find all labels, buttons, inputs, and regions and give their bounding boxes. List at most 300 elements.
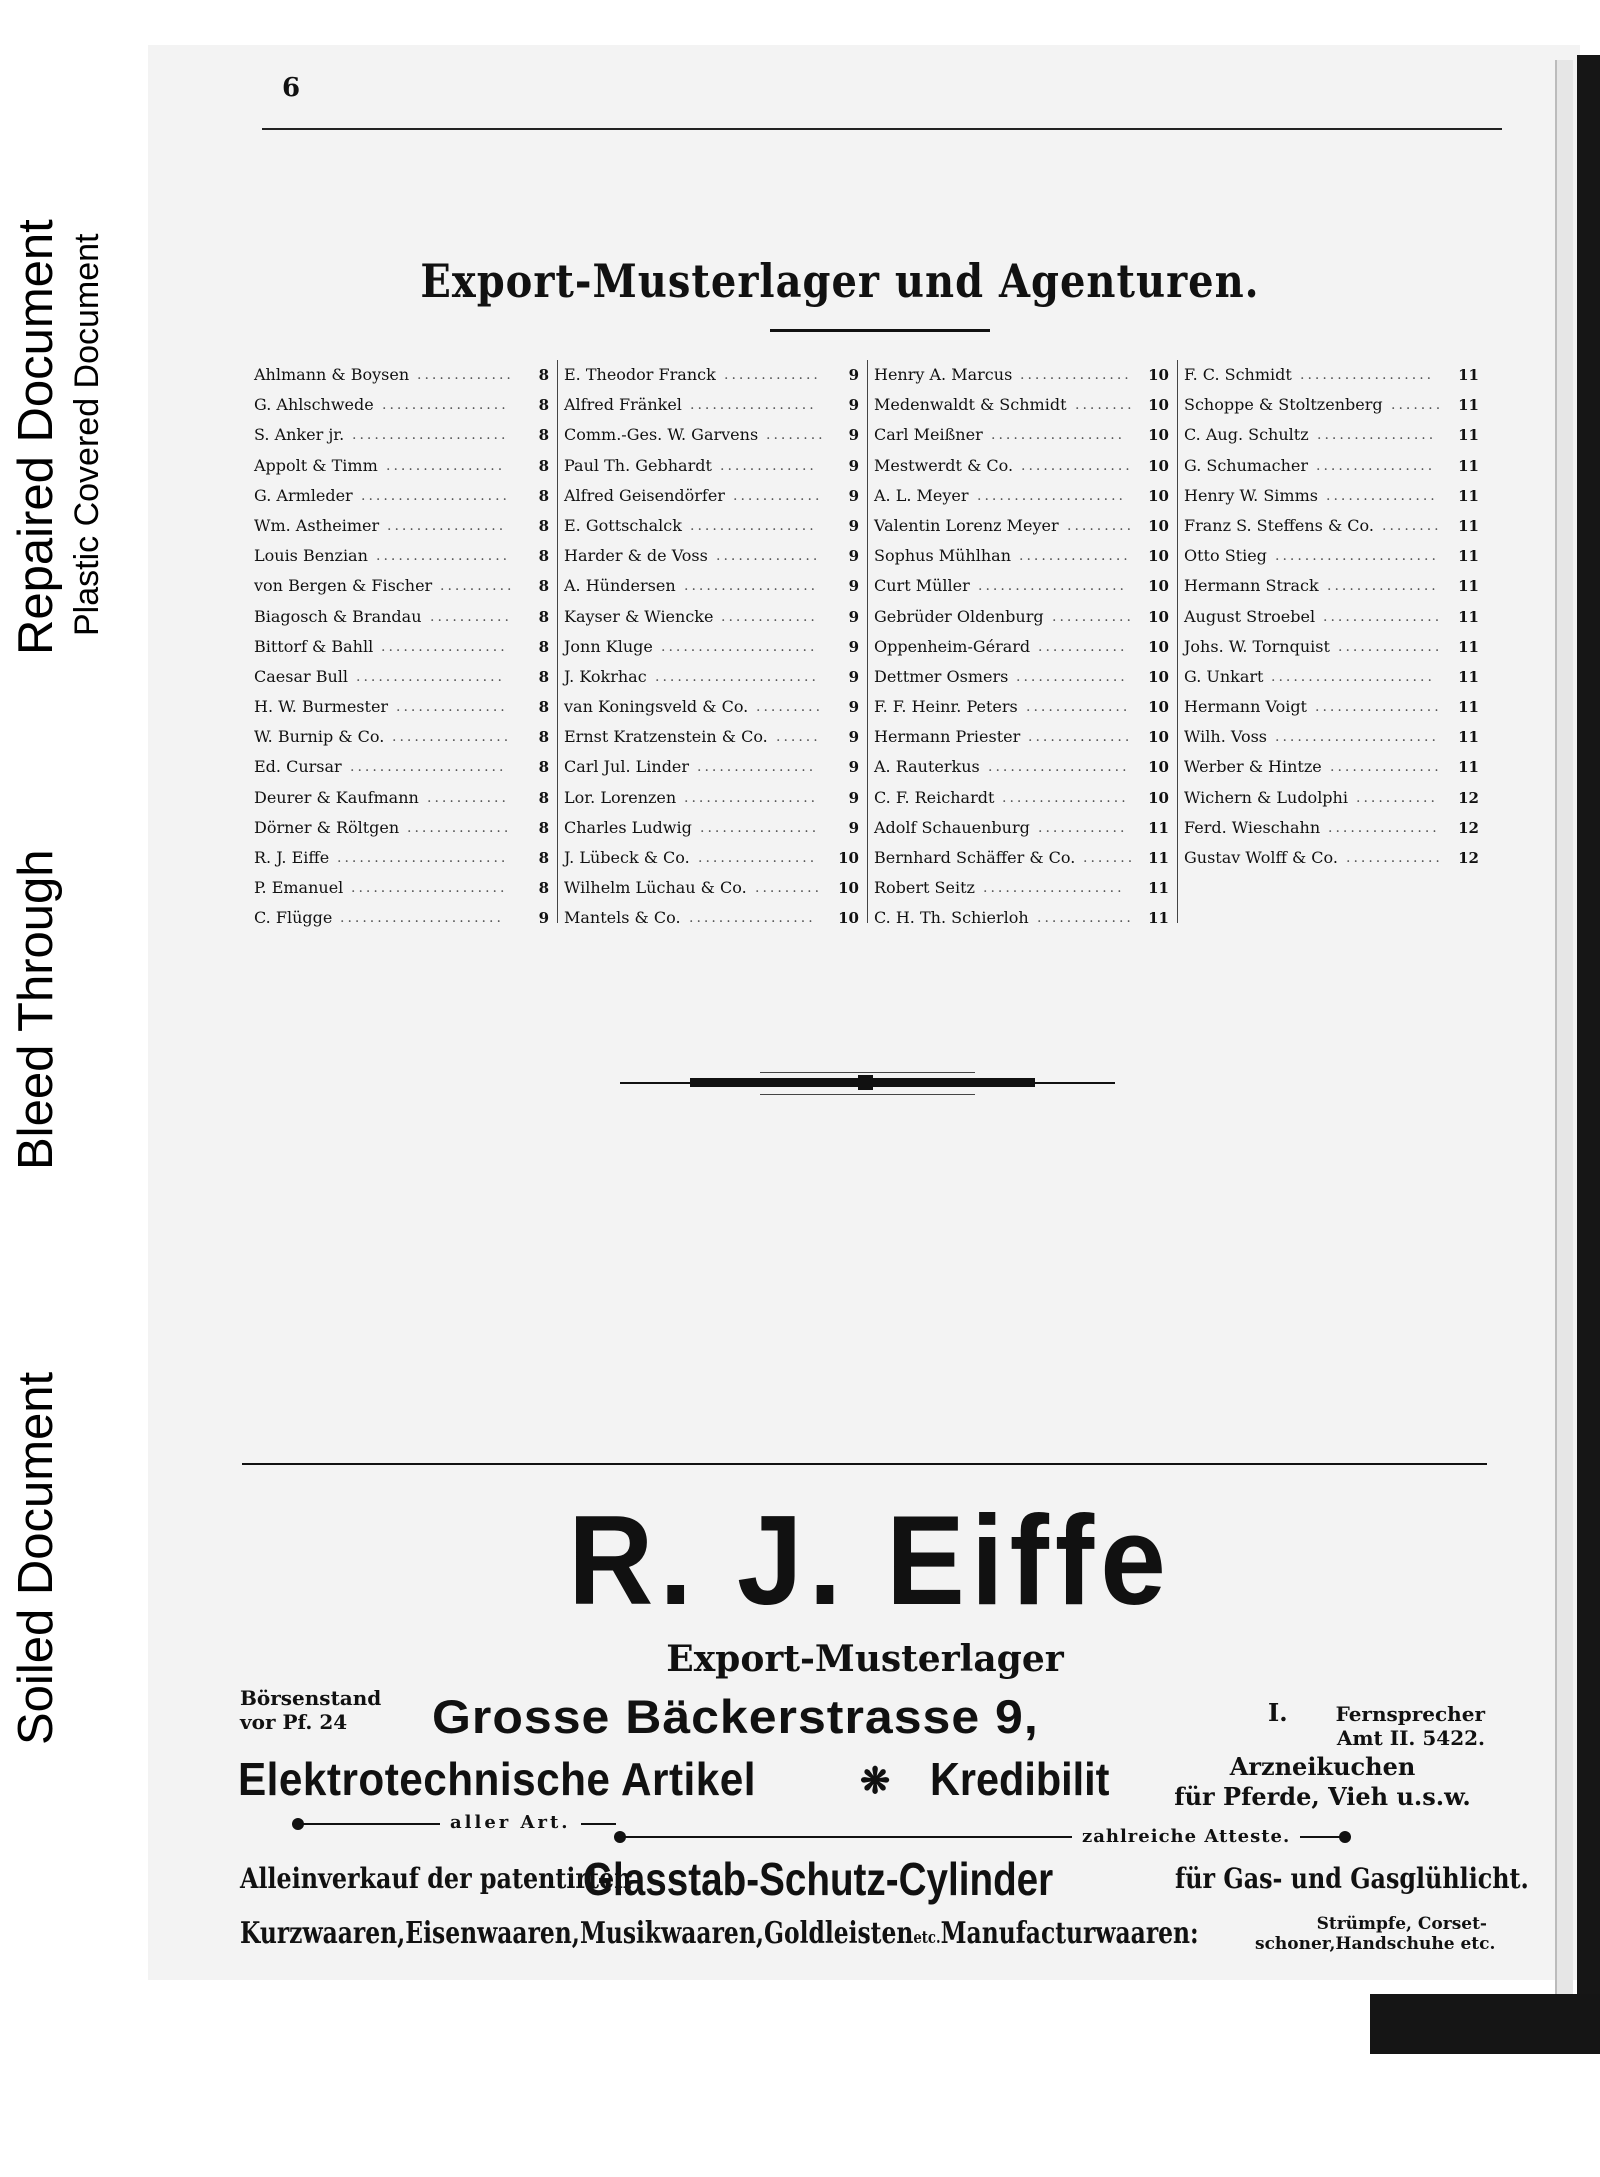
- leader-dots: ................: [387, 517, 507, 534]
- entry-page: 11: [1458, 456, 1479, 475]
- entry-page: 11: [1458, 396, 1479, 415]
- entry-page: 9: [848, 516, 859, 535]
- entry-name: van Koningsveld & Co.: [564, 697, 749, 717]
- entry-name: Dettmer Osmers: [874, 666, 1009, 686]
- column-divider: [867, 360, 868, 923]
- leader-dots: .....................: [350, 759, 507, 776]
- index-entry: [870, 722, 1175, 752]
- entry-page: 10: [1148, 396, 1169, 415]
- entry-page: 11: [1148, 849, 1169, 867]
- entry-name: Curt Müller: [874, 576, 970, 596]
- ad-floor: I.: [1268, 1698, 1288, 1727]
- leader-dots: .................: [690, 397, 817, 414]
- entry-name: E. Theodor Franck: [564, 365, 716, 384]
- index-entry: [560, 813, 865, 843]
- entry-name: Wilhelm Lüchau & Co.: [564, 878, 747, 898]
- index-entry: [1180, 511, 1485, 541]
- entry-page: 9: [848, 486, 859, 505]
- leader-dots: ..................: [684, 578, 819, 595]
- ad-kurz-text: Kurzwaaren,Eisenwaaren,Musikwaaren,Goldleisten: [240, 1916, 914, 1951]
- ad-manufactur: Manufacturwaaren:: [940, 1916, 1199, 1951]
- entry-name: P. Emanuel: [254, 878, 344, 898]
- entry-page: 11: [1148, 879, 1169, 898]
- company-index: [250, 360, 1500, 928]
- index-entry: [250, 481, 555, 511]
- entry-page: 9: [848, 607, 859, 626]
- index-entry: [250, 541, 555, 571]
- header-rule: [262, 128, 1502, 130]
- entry-name: Hermann Priester: [874, 727, 1021, 747]
- entry-name: Hermann Voigt: [1184, 697, 1307, 717]
- entry-name: H. W. Burmester: [254, 697, 389, 717]
- entry-page: 10: [1148, 637, 1169, 656]
- entry-name: Carl Jul. Linder: [564, 757, 690, 777]
- index-entry: [250, 752, 555, 782]
- leader-dots: ............: [733, 487, 823, 504]
- entry-name: Wm. Astheimer: [254, 515, 380, 535]
- ad-phone-line1: Fernsprecher: [1335, 1702, 1485, 1726]
- leader-dots: ....................: [978, 578, 1128, 595]
- leader-dots: ...............: [1326, 487, 1438, 504]
- index-column-4: [1180, 360, 1485, 925]
- leader-dots: .................: [1315, 699, 1442, 716]
- ad-phone: [1325, 1702, 1485, 1750]
- entry-page: 11: [1458, 607, 1479, 626]
- index-entry: [1180, 451, 1485, 481]
- index-entry: [250, 783, 555, 813]
- entry-page: 11: [1458, 667, 1479, 686]
- entry-name: Deurer & Kaufmann: [254, 787, 419, 807]
- leader-dots: ................: [1317, 427, 1437, 444]
- index-entry: [870, 783, 1175, 813]
- side-label-bleed: Bleed Through: [9, 849, 63, 1170]
- ad-arznei-line2: für Pferde, Vieh u.s.w.: [1174, 1782, 1471, 1811]
- entry-name: Werber & Hintze: [1184, 757, 1322, 777]
- leader-dots: ...............: [1020, 367, 1132, 383]
- entry-page: 11: [1458, 637, 1479, 656]
- entry-name: Robert Seitz: [874, 878, 975, 898]
- entry-page: 8: [538, 516, 549, 535]
- entry-name: S. Anker jr.: [254, 425, 345, 445]
- entry-name: Appolt & Timm: [254, 455, 378, 475]
- index-entry: [250, 360, 555, 390]
- entry-page: 8: [538, 849, 549, 867]
- leader-dots: .........: [1067, 517, 1135, 534]
- entry-name: Medenwaldt & Schmidt: [874, 395, 1067, 415]
- index-entry: [250, 571, 555, 601]
- entry-name: Biagosch & Brandau: [254, 606, 422, 626]
- entry-name: C. H. Th. Schierloh: [874, 908, 1029, 928]
- ad-boerse-line2: vor Pf. 24: [240, 1710, 348, 1734]
- entry-page: 10: [1148, 788, 1169, 807]
- leader-dots: ..............: [716, 548, 821, 565]
- entry-page: 11: [1148, 818, 1169, 837]
- entry-name: Dörner & Röltgen: [254, 817, 400, 837]
- ad-boerse-line1: Börsenstand: [240, 1686, 382, 1710]
- entry-name: C. F. Reichardt: [874, 787, 995, 807]
- index-entry: [1180, 632, 1485, 662]
- leader-dots: ................: [1323, 608, 1443, 625]
- entry-name: Alfred Geisendörfer: [564, 485, 725, 505]
- leader-dots: ................: [1316, 457, 1436, 474]
- index-entry: [250, 451, 555, 481]
- side-label-plastic: Plastic Covered Document: [68, 233, 106, 636]
- index-entry: [560, 903, 865, 933]
- entry-name: Louis Benzian: [254, 546, 368, 566]
- entry-page: 10: [1148, 366, 1169, 384]
- ad-arznei-line1: Arzneikuchen: [1229, 1752, 1416, 1781]
- leader-dots: .............: [720, 457, 817, 474]
- index-entry: [870, 360, 1175, 390]
- index-entry: [870, 420, 1175, 450]
- index-entry: [250, 692, 555, 722]
- page-edge-dark: [1577, 55, 1600, 2015]
- entry-name: Bittorf & Bahll: [254, 636, 374, 656]
- entry-name: Bernhard Schäffer & Co.: [874, 848, 1076, 867]
- leader-dots: .................: [689, 910, 816, 927]
- ad-subtitle: Export-Musterlager: [666, 1638, 1064, 1680]
- page-bottom-margin: [0, 2066, 1600, 2177]
- entry-page: 10: [1148, 456, 1169, 475]
- entry-page: 8: [538, 879, 549, 898]
- entry-page: 9: [848, 788, 859, 807]
- entry-name: Henry A. Marcus: [874, 365, 1013, 384]
- index-entry: [870, 481, 1175, 511]
- index-entry: [560, 390, 865, 420]
- leader-dots: ........: [766, 427, 826, 444]
- index-column-3: [870, 360, 1175, 928]
- section-title: Export-Musterlager und Agenturen.: [420, 254, 1260, 309]
- entry-name: Valentin Lorenz Meyer: [874, 515, 1059, 535]
- entry-page: 11: [1458, 728, 1479, 747]
- leader-dots: ....................: [356, 668, 506, 685]
- entry-name: Gustav Wolff & Co.: [1184, 848, 1338, 867]
- leader-dots: ...........: [1356, 789, 1438, 806]
- entry-page: 9: [848, 577, 859, 596]
- index-entry: [870, 602, 1175, 632]
- index-entry: [560, 783, 865, 813]
- entry-name: Hermann Strack: [1184, 576, 1319, 596]
- side-label-soiled: Soiled Document: [9, 1371, 63, 1745]
- entry-page: 8: [538, 426, 549, 445]
- index-entry: [250, 602, 555, 632]
- entry-name: A. Hündersen: [564, 576, 676, 596]
- ad-kredibilit: Kredibilit: [930, 1753, 1110, 1805]
- entry-page: 11: [1458, 426, 1479, 445]
- leader-dots: ...........: [427, 789, 509, 806]
- leader-dots: .................: [1002, 789, 1129, 806]
- entry-page: 8: [538, 366, 549, 384]
- index-entry: [250, 511, 555, 541]
- leader-dots: ...........: [430, 608, 512, 625]
- index-entry: [560, 692, 865, 722]
- index-entry: [250, 632, 555, 662]
- entry-page: 11: [1458, 366, 1479, 384]
- index-entry: [870, 662, 1175, 692]
- entry-name: E. Gottschalck: [564, 515, 682, 535]
- leader-dots: ..............: [1026, 699, 1131, 716]
- index-entry: [560, 722, 865, 752]
- index-entry: [870, 903, 1175, 933]
- entry-name: von Bergen & Fischer: [254, 576, 433, 596]
- index-entry: [870, 541, 1175, 571]
- entry-name: Carl Meißner: [874, 425, 983, 445]
- leader-dots: ..................: [684, 789, 819, 806]
- index-entry: [870, 632, 1175, 662]
- entry-page: 8: [538, 547, 549, 566]
- entry-name: Charles Ludwig: [564, 817, 692, 837]
- leader-dots: .......................: [337, 850, 509, 866]
- entry-name: Wilh. Voss: [1184, 727, 1268, 747]
- entry-name: Otto Stieg: [1184, 546, 1267, 566]
- index-entry: [1180, 662, 1485, 692]
- entry-page: 8: [538, 728, 549, 747]
- ad-glasstab: Glasstab-Schutz-Cylinder: [583, 1853, 1054, 1905]
- ad-kurzwaaren: [240, 1916, 1199, 1951]
- index-entry: [560, 420, 865, 450]
- leader-dots: ...............: [1327, 578, 1439, 595]
- leader-dots: ...................: [988, 759, 1130, 776]
- leader-dots: ........: [1075, 397, 1135, 414]
- index-entry: [560, 873, 865, 903]
- entry-name: Johs. W. Tornquist: [1184, 636, 1330, 656]
- leader-dots: .............: [417, 367, 514, 383]
- ad-gas: für Gas- und Gasglühlicht.: [1175, 1862, 1529, 1895]
- entry-page: 11: [1458, 698, 1479, 717]
- ad-elektrotechnische: Elektrotechnische Artikel: [238, 1753, 756, 1805]
- leader-dots: ................: [697, 759, 817, 776]
- entry-page: 8: [538, 698, 549, 717]
- leader-dots: .........: [756, 699, 824, 716]
- entry-page: 10: [838, 879, 859, 898]
- ad-kurz-etc: etc.: [913, 1928, 941, 1948]
- index-entry: [870, 752, 1175, 782]
- page-edge-light: [1555, 60, 1573, 2000]
- index-entry: [1180, 360, 1485, 390]
- entry-name: Paul Th. Gebhardt: [564, 455, 712, 475]
- entry-name: J. Kokrhac: [564, 666, 647, 686]
- advertisement-rule: [242, 1463, 1487, 1465]
- leader-dots: ......................: [1275, 729, 1439, 746]
- entry-name: R. J. Eiffe: [254, 848, 330, 867]
- index-entry: [250, 420, 555, 450]
- index-entry: [250, 813, 555, 843]
- leader-dots: ...............: [1330, 759, 1442, 776]
- entry-page: 8: [538, 486, 549, 505]
- entry-page: 10: [1148, 426, 1169, 445]
- entry-name: Adolf Schauenburg: [874, 817, 1030, 837]
- entry-name: C. Aug. Schultz: [1184, 425, 1309, 445]
- entry-page: 11: [1458, 547, 1479, 566]
- leader-dots: ................: [700, 819, 820, 836]
- entry-name: Comm.-Ges. W. Garvens: [564, 425, 759, 445]
- leader-dots: .................: [382, 397, 509, 414]
- entry-page: 8: [538, 577, 549, 596]
- entry-name: Wichern & Ludolphi: [1184, 787, 1348, 807]
- index-entry: [560, 360, 865, 390]
- index-entry: [560, 571, 865, 601]
- entry-page: 11: [1458, 516, 1479, 535]
- index-entry: [1180, 783, 1485, 813]
- leader-dots: ...........: [1052, 608, 1134, 625]
- entry-name: F. C. Schmidt: [1184, 365, 1292, 384]
- index-entry: [870, 390, 1175, 420]
- entry-page: 9: [848, 426, 859, 445]
- leader-dots: ..........: [440, 578, 515, 595]
- entry-page: 9: [848, 698, 859, 717]
- index-entry: [560, 843, 865, 873]
- entry-page: 8: [538, 788, 549, 807]
- entry-page: 10: [838, 849, 859, 867]
- entry-page: 10: [1148, 516, 1169, 535]
- entry-page: 11: [1458, 486, 1479, 505]
- index-entry: [1180, 752, 1485, 782]
- entry-page: 10: [1148, 728, 1169, 747]
- leader-dots: .............: [1346, 850, 1443, 866]
- entry-name: Lor. Lorenzen: [564, 787, 677, 807]
- entry-page: 8: [538, 667, 549, 686]
- entry-name: Franz S. Steffens & Co.: [1184, 515, 1374, 535]
- ad-struempfe: [1255, 1914, 1496, 1954]
- side-labels: [0, 0, 115, 1760]
- leader-dots: .......: [1083, 850, 1136, 866]
- index-column-1: [250, 360, 555, 928]
- leader-dots: .................: [381, 638, 508, 655]
- entry-name: C. Flügge: [254, 908, 333, 928]
- index-entry: [250, 903, 555, 933]
- leader-dots: ......: [776, 729, 821, 746]
- entry-name: G. Schumacher: [1184, 455, 1309, 475]
- ornament-divider: [620, 1070, 1115, 1100]
- leader-dots: ...............: [1328, 819, 1440, 836]
- index-entry: [1180, 390, 1485, 420]
- ad-arzneikuchen: [1160, 1752, 1485, 1812]
- index-entry: [1180, 420, 1485, 450]
- ad-company-name: R. J. Eiffe: [568, 1489, 1172, 1633]
- entry-name: G. Ahlschwede: [254, 395, 374, 415]
- leader-dots: ...................: [983, 880, 1125, 897]
- index-entry: [560, 602, 865, 632]
- ad-boersenstand: [240, 1686, 381, 1734]
- leader-dots: .............: [1037, 910, 1134, 927]
- entry-page: 11: [1148, 909, 1169, 928]
- leader-dots: ..................: [1300, 367, 1435, 383]
- index-entry: [1180, 602, 1485, 632]
- index-entry: [560, 541, 865, 571]
- leader-dots: ................: [392, 729, 512, 746]
- entry-page: 10: [838, 909, 859, 928]
- entry-name: Alfred Fränkel: [564, 395, 682, 415]
- leader-dots: .............: [721, 608, 818, 625]
- index-entry: [250, 722, 555, 752]
- index-entry: [250, 390, 555, 420]
- entry-page: 9: [848, 728, 859, 747]
- index-entry: [870, 843, 1175, 873]
- index-column-2: [560, 360, 865, 928]
- leader-dots: .............: [724, 367, 821, 383]
- leader-dots: ...............: [1019, 548, 1131, 565]
- entry-page: 9: [848, 758, 859, 777]
- entry-name: G. Unkart: [1184, 666, 1264, 686]
- leader-dots: ................: [698, 850, 818, 866]
- leader-dots: ................: [386, 457, 506, 474]
- ad-alleinverkauf: Alleinverkauf der patentirten: [240, 1862, 632, 1895]
- entry-name: Harder & de Voss: [564, 546, 708, 566]
- entry-page: 10: [1148, 667, 1169, 686]
- entry-page: 9: [848, 366, 859, 384]
- index-entry: [1180, 692, 1485, 722]
- index-entry: [1180, 541, 1485, 571]
- leader-dots: ...............: [1021, 457, 1133, 474]
- leader-dots: ..................: [991, 427, 1126, 444]
- leader-dots: ..............: [407, 819, 512, 836]
- entry-name: Mestwerdt & Co.: [874, 455, 1014, 475]
- entry-page: 9: [848, 818, 859, 837]
- entry-name: A. Rauterkus: [874, 757, 980, 777]
- index-entry: [560, 632, 865, 662]
- index-entry: [560, 511, 865, 541]
- index-entry: [560, 662, 865, 692]
- entry-page: 12: [1458, 788, 1479, 807]
- index-entry: [1180, 813, 1485, 843]
- entry-name: G. Armleder: [254, 485, 353, 505]
- column-divider: [1177, 360, 1178, 923]
- title-rule: [770, 329, 990, 332]
- index-entry: [870, 571, 1175, 601]
- ad-small-line2: schoner,Handschuhe etc.: [1255, 1934, 1496, 1954]
- leader-dots: ............: [1038, 819, 1128, 836]
- entry-name: A. L. Meyer: [874, 485, 969, 505]
- index-entry: [870, 813, 1175, 843]
- entry-name: Ernst Kratzenstein & Co.: [564, 727, 768, 747]
- ad-phone-line2: Amt II. 5422.: [1336, 1726, 1485, 1750]
- leader-dots: .....................: [351, 880, 508, 897]
- index-entry: [870, 873, 1175, 903]
- entry-name: W. Burnip & Co.: [254, 727, 385, 747]
- ad-address: Grosse Bäckerstrasse 9,: [432, 1690, 1039, 1744]
- entry-page: 8: [538, 607, 549, 626]
- leader-dots: .....................: [352, 427, 509, 444]
- entry-page: 8: [538, 758, 549, 777]
- index-entry: [250, 662, 555, 692]
- entry-page: 11: [1458, 758, 1479, 777]
- entry-page: 9: [848, 667, 859, 686]
- entry-name: Ahlmann & Boysen: [254, 365, 410, 384]
- leader-dots: ......................: [1275, 548, 1439, 565]
- entry-page: 12: [1458, 849, 1479, 867]
- leader-dots: ....................: [361, 487, 511, 504]
- entry-page: 9: [538, 909, 549, 928]
- index-entry: [870, 511, 1175, 541]
- entry-page: 8: [538, 818, 549, 837]
- index-entry: [1180, 843, 1485, 873]
- page-corner-dark: [1370, 1994, 1600, 2054]
- ad-atteste: zahlreiche Atteste.: [1072, 1826, 1300, 1847]
- index-entry: [870, 692, 1175, 722]
- index-entry: [560, 481, 865, 511]
- entry-name: Schoppe & Stoltzenberg: [1184, 395, 1383, 415]
- entry-name: Mantels & Co.: [564, 908, 681, 928]
- leader-dots: ..................: [376, 548, 511, 565]
- entry-name: August Stroebel: [1184, 606, 1316, 626]
- leader-dots: ....................: [977, 487, 1127, 504]
- leader-dots: ........: [1382, 517, 1442, 534]
- entry-name: Kayser & Wiencke: [564, 606, 714, 626]
- ad-aller-art: aller Art.: [440, 1812, 581, 1833]
- entry-page: 8: [538, 637, 549, 656]
- entry-name: J. Lübeck & Co.: [564, 848, 690, 867]
- leader-dots: ............: [1038, 638, 1128, 655]
